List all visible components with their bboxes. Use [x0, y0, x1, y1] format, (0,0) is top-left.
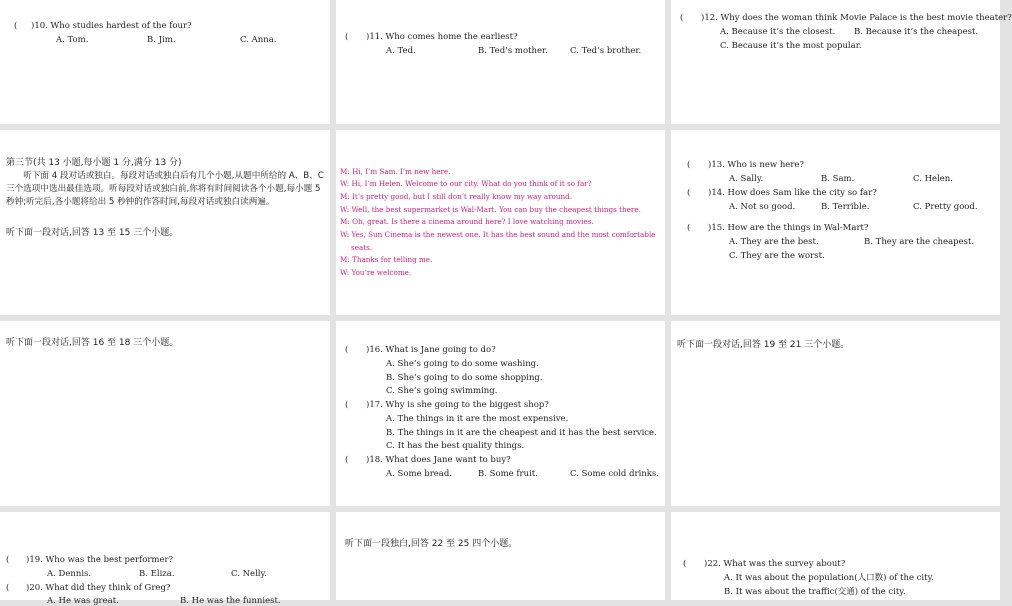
panel-q22: [671, 512, 1000, 600]
question-13-option-a: A. Sally.: [729, 174, 764, 184]
panel-q19-20: [0, 512, 330, 606]
question-22-option-a: A. It was about the population(人口数) of the city.: [724, 573, 934, 583]
answer-paren: (: [683, 559, 687, 569]
question-17-option-a: A. The things in it are the most expensive.: [386, 414, 569, 424]
question-12-stem: )12. Why does the woman think Movie Palace is the best movie theater?: [701, 13, 1012, 23]
question-19-option-a: A. Dennis.: [47, 569, 92, 579]
panel-q11: [336, 0, 665, 124]
answer-paren: (: [687, 223, 691, 233]
section-instructions: 听下面 4 段对话或独白。每段对话或独白后有几个小题,从题中所给的 A、B、C 三个选项中选出最佳选项。听每段对话或独白前,你将有时间阅读各个小题,每小题 5 秒钟;听完后,各小题将给出 5 秒钟的作答时间,每段对话或独白读两遍。: [6, 171, 324, 207]
dialogue-line: M: Thanks for telling me.: [340, 255, 433, 264]
answer-paren: (: [345, 455, 349, 465]
question-22-option-b: B. It was about the traffic(交通) of the city.: [724, 587, 906, 597]
question-16-option-b: B. She’s going to do some shopping.: [386, 373, 543, 383]
question-11-option-a: A. Ted.: [386, 46, 416, 56]
question-11-option-c: C. Ted’s brother.: [570, 46, 642, 56]
question-16-stem: )16. What is Jane going to do?: [366, 345, 496, 355]
question-18-stem: )18. What does Jane want to buy?: [366, 455, 511, 465]
dialogue-line: W: Hi, I’m Helen. Welcome to our city. What do you think of it so far?: [340, 179, 592, 188]
dialogue-line: M: Hi, I’m Sam. I’m new here.: [340, 167, 451, 176]
question-14-option-a: A. Not so good.: [729, 202, 796, 212]
question-15-option-a: A. They are the best.: [729, 237, 819, 247]
panel-section3-instructions: [0, 130, 330, 315]
answer-paren: (: [687, 160, 691, 170]
question-10-option-b: B. Jim.: [147, 35, 176, 45]
answer-paren: (: [345, 400, 349, 410]
question-17-option-b: B. The things in it are the cheapest and it has the best service.: [386, 428, 657, 438]
dialogue-line: W: Well, the best supermarket is Wal-Mart. You can buy the cheapest things there.: [340, 205, 641, 214]
question-11-option-b: B. Ted’s mother.: [478, 46, 548, 56]
panel-q16-18: [336, 321, 665, 506]
question-14-stem: )14. How does Sam like the city so far?: [708, 188, 877, 198]
panel-lead-19-21: [671, 321, 1000, 506]
question-12-option-c: C. Because it’s the most popular.: [720, 41, 862, 51]
question-15-stem: )15. How are the things in Wal-Mart?: [708, 223, 869, 233]
question-11-stem: )11. Who comes home the earliest?: [366, 32, 518, 42]
question-10-option-a: A. Tom.: [56, 35, 89, 45]
question-14-option-c: C. Pretty good.: [913, 202, 978, 212]
question-10-option-c: C. Anna.: [240, 35, 277, 45]
question-20-option-a: A. He was great.: [47, 596, 119, 606]
question-14-option-b: B. Terrible.: [821, 202, 870, 212]
panel-q13-15: [671, 130, 1000, 315]
question-15-option-b: B. They are the cheapest.: [864, 237, 975, 247]
answer-paren: (: [345, 345, 349, 355]
question-20-option-b: B. He was the funniest.: [180, 596, 281, 606]
question-12-option-b: B. Because it’s the cheapest.: [854, 27, 979, 37]
question-15-option-c: C. They are the worst.: [729, 251, 825, 261]
panel-q12: [671, 0, 1012, 124]
section-lead-22-25: 听下面一段独白,回答 22 至 25 四个小题。: [345, 539, 518, 549]
dialogue-line: M: It’s pretty good, but I still don’t really know my way around.: [340, 192, 572, 201]
dialogue-line: M: Oh, great. Is there a cinema around here? I love watching movies.: [340, 217, 594, 226]
question-20-stem: )20. What did they think of Greg?: [26, 583, 171, 593]
answer-paren: (: [345, 32, 349, 42]
answer-paren: (: [680, 13, 684, 23]
question-13-stem: )13. Who is new here?: [708, 160, 804, 170]
section-lead-16-18: 听下面一段对话,回答 16 至 18 三个小题。: [6, 338, 179, 348]
panel-lead-22-25: [336, 512, 665, 600]
question-19-stem: )19. Who was the best performer?: [26, 555, 174, 565]
dialogue-line: W: Yes, Sun Cinema is the newest one. It has the best sound and the most comfortable: [340, 230, 656, 239]
question-17-option-c: C. It has the best quality things.: [386, 441, 525, 451]
question-19-option-c: C. Nelly.: [231, 569, 267, 579]
question-16-option-a: A. She’s going to do some washing.: [386, 359, 539, 369]
answer-paren: (: [687, 188, 691, 198]
section-lead-19-21: 听下面一段对话,回答 19 至 21 三个小题。: [677, 340, 850, 350]
panel-dialogue-transcript: [336, 130, 665, 315]
answer-paren: (: [6, 555, 10, 565]
section-heading: 第三节(共 13 小题,每小题 1 分,满分 13 分): [6, 158, 182, 168]
question-18-option-c: C. Some cold drinks.: [570, 469, 659, 479]
dialogue-line: seats.: [351, 243, 373, 252]
question-19-option-b: B. Eliza.: [139, 569, 175, 579]
question-16-option-c: C. She’s going swimming.: [386, 386, 498, 396]
question-13-option-b: B. Sam.: [821, 174, 855, 184]
question-18-option-a: A. Some bread.: [386, 469, 453, 479]
question-13-option-c: C. Helen.: [913, 174, 953, 184]
answer-paren: (: [14, 21, 18, 31]
question-22-stem: )22. What was the survey about?: [704, 559, 846, 569]
question-12-option-a: A. Because it’s the closest.: [720, 27, 836, 37]
question-18-option-b: B. Some fruit.: [478, 469, 538, 479]
dialogue-line: W: You’re welcome.: [340, 268, 412, 277]
section-lead-13-15: 听下面一段对话,回答 13 至 15 三个小题。: [6, 228, 179, 238]
panel-q10: [0, 0, 330, 124]
question-10-stem: )10. Who studies hardest of the four?: [31, 21, 192, 31]
question-17-stem: )17. Why is she going to the biggest shop?: [366, 400, 549, 410]
answer-paren: (: [6, 583, 10, 593]
panel-lead-16-18: [0, 321, 330, 506]
